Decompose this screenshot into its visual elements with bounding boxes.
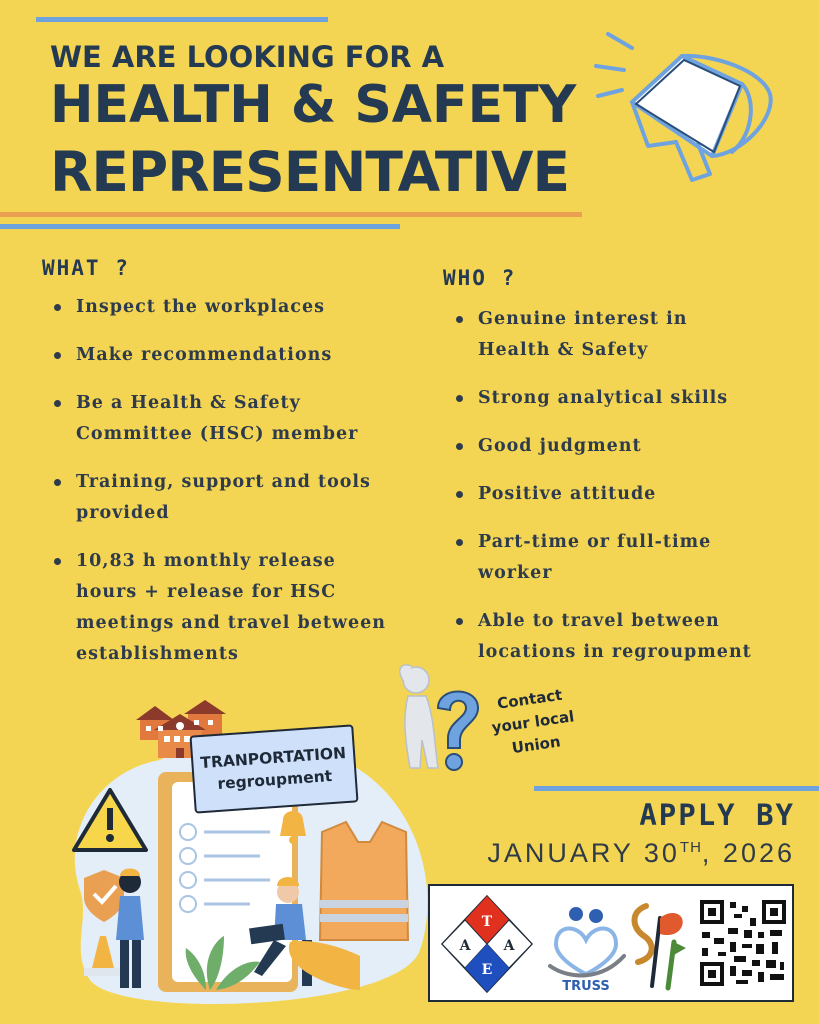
taea-letter: T bbox=[481, 914, 493, 930]
megaphone-icon bbox=[592, 14, 792, 194]
apply-deadline-date bbox=[487, 838, 795, 869]
taea-logo bbox=[438, 892, 536, 996]
what-item: Make recommendations bbox=[53, 340, 413, 371]
what-item: Training, support and tools provided bbox=[53, 467, 411, 529]
who-item: Genuine interest in Health & Safety bbox=[455, 304, 728, 366]
contact-line-3: Union bbox=[510, 732, 562, 758]
bottom-blue-rule bbox=[0, 224, 400, 229]
bottom-orange-rule bbox=[0, 212, 582, 217]
transportation-tag-line1: TRANPORTATION bbox=[199, 743, 347, 773]
who-item: Good judgment bbox=[455, 431, 795, 462]
truss-label: TRUSS bbox=[562, 979, 610, 994]
taea-letter: A bbox=[503, 938, 515, 954]
headline-line-3: REPRESENTATIVE bbox=[50, 140, 570, 204]
contact-line-1: Contact bbox=[496, 685, 564, 713]
what-list bbox=[53, 292, 413, 670]
transportation-tag-line2: regroupment bbox=[216, 766, 333, 793]
taea-letter: E bbox=[481, 962, 493, 978]
apply-by-label: APPLY BY bbox=[639, 798, 795, 832]
transportation-tag bbox=[189, 724, 358, 813]
what-item: 10,83 h monthly release hours + release for HSC meetings and travel between establishments bbox=[53, 546, 386, 670]
qr-code-icon[interactable] bbox=[698, 898, 788, 988]
apply-date-prefix: JANUARY 30 bbox=[487, 838, 680, 868]
what-title: WHAT ? bbox=[42, 256, 130, 280]
contact-union-note bbox=[474, 681, 593, 765]
partner-logos bbox=[428, 884, 794, 1002]
headline-line-1: WE ARE LOOKING FOR A bbox=[50, 40, 445, 74]
who-title: WHO ? bbox=[443, 266, 517, 290]
who-item: Able to travel between locations in regroupment bbox=[455, 606, 798, 668]
question-figure-icon bbox=[394, 660, 484, 778]
headline-line-2: HEALTH & SAFETY bbox=[50, 75, 577, 135]
who-list bbox=[455, 304, 795, 668]
who-item: Strong analytical skills bbox=[455, 383, 795, 414]
apply-rule bbox=[534, 786, 819, 791]
truss-logo bbox=[540, 894, 632, 994]
contact-line-2: your local bbox=[490, 707, 576, 737]
apply-date-year: , 2026 bbox=[701, 838, 795, 868]
apply-date-suffix: TH bbox=[679, 839, 702, 856]
what-item: Inspect the workplaces bbox=[53, 292, 413, 323]
who-item: Positive attitude bbox=[455, 479, 795, 510]
taea-letter: A bbox=[459, 938, 471, 954]
who-item: Part-time or full-time worker bbox=[455, 527, 758, 589]
what-item: Be a Health & Safety Committee (HSC) member bbox=[53, 388, 376, 450]
top-blue-rule bbox=[36, 17, 328, 22]
spp-logo bbox=[626, 898, 690, 994]
